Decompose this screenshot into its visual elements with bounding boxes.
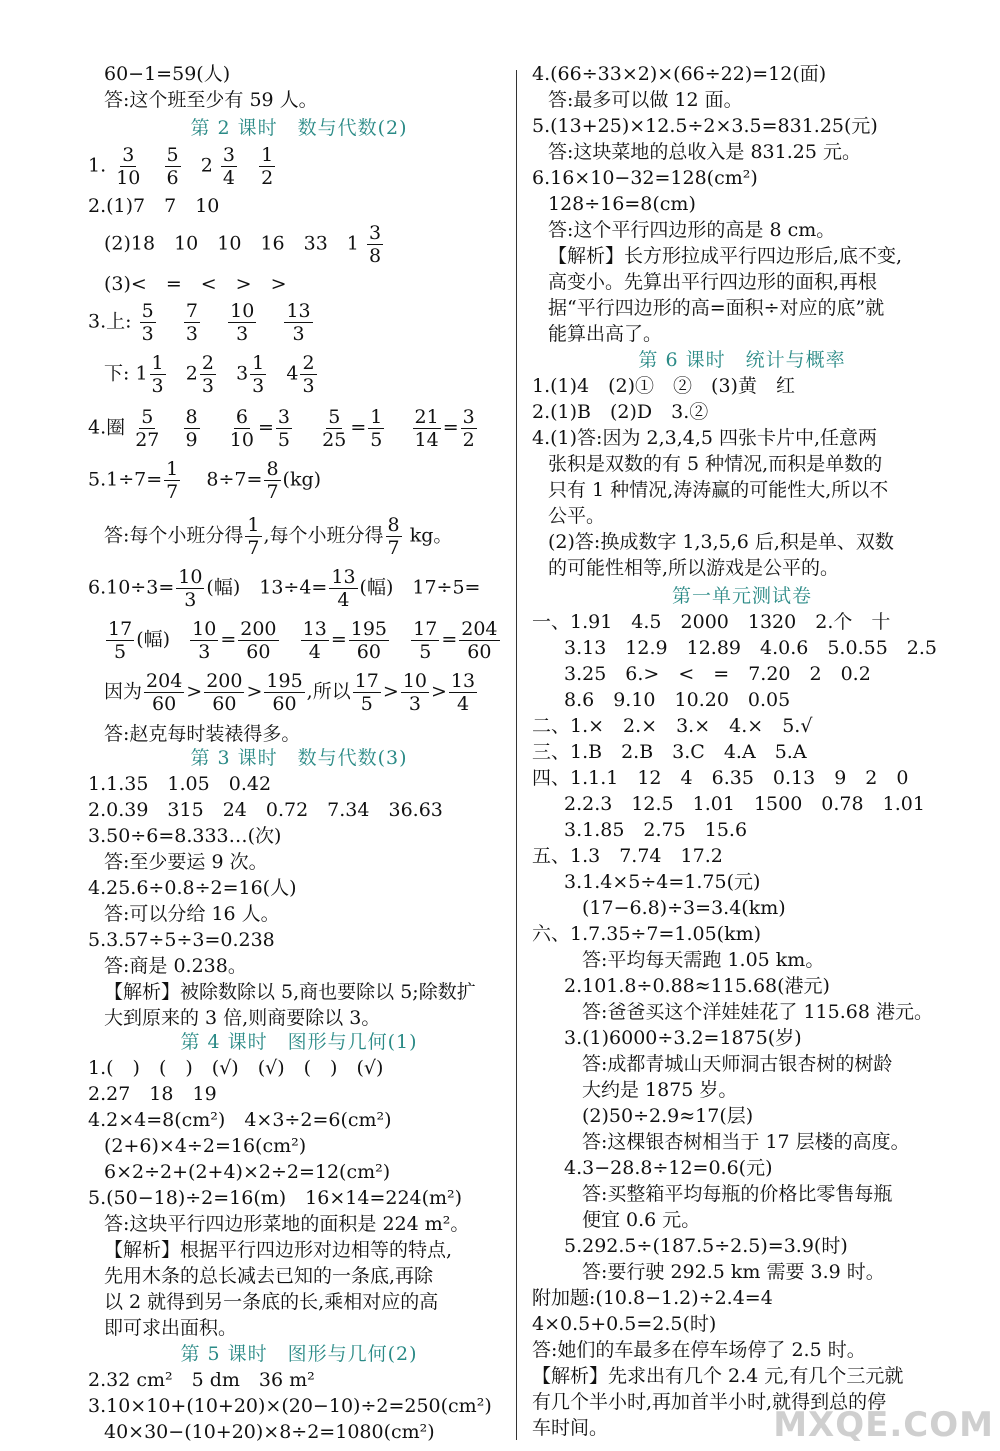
answer-line: 1.1.35 1.05 0.42 xyxy=(88,773,272,795)
answer-line: 便宜 0.6 元。 xyxy=(582,1209,701,1231)
answer-line: 答:最多可以做 12 面。 xyxy=(548,89,743,111)
answer-line: 8.6 9.10 10.20 0.05 xyxy=(564,689,791,711)
answer-line: 答:买整箱平均每瓶的价格比零售每瓶 xyxy=(582,1183,893,1205)
answer-line: 5.(50−18)÷2=16(m) 16×14=224(m²) xyxy=(88,1187,463,1209)
analysis-line: 能算出高了。 xyxy=(548,323,663,345)
fraction-line: 下: 1 $\frac{1}{3}$ 2 $\frac{2}{3}$ 3 $\frac{1}{3}$ 4 $\frac{2}{3}$ xyxy=(104,352,315,397)
analysis-line: 大到原来的 3 倍,则商要除以 3。 xyxy=(104,1007,381,1029)
fraction-line xyxy=(88,300,315,345)
answer-line: 一、1.91 4.5 2000 1320 2.个 十 xyxy=(532,611,891,633)
answer-line: 答:成都青城山天师洞古银杏树的树龄 xyxy=(582,1053,893,1075)
analysis-line: 车时间。 xyxy=(532,1417,609,1439)
section-heading: 第 2 课时 数与代数(2) xyxy=(190,117,408,139)
fraction: $\frac{3}{8}$ xyxy=(368,222,382,267)
line-text: (2)18 10 10 16 33 1 xyxy=(104,232,359,255)
fraction: $\frac{200}{60}$ xyxy=(206,670,243,715)
answer-line: 二、1.× 2.× 3.× 4.× 5.√ xyxy=(532,715,813,737)
fraction: $\frac{7}{3}$ xyxy=(185,300,198,345)
answer-line: (2+6)×4÷2=16(cm²) xyxy=(104,1135,307,1157)
fraction: $\frac{6}{10}$ xyxy=(229,406,254,451)
fraction: $\frac{3}{10}$ xyxy=(116,144,141,189)
fraction-line: $\frac{17}{5}$ (幅) $\frac{10}{3}$ = $\frac{200}{60}$ $\frac{13}{4}$ = $\frac{195}{60}$ $\frac{17}{5}$ = $\frac{204}{60}$ xyxy=(108,618,498,663)
answer-line: 答:至少要运 9 次。 xyxy=(104,851,268,873)
answer-line: 5.3.57÷5÷3=0.238 xyxy=(88,929,275,951)
answer-line: 4.3−28.8÷12=0.6(元) xyxy=(564,1157,773,1179)
fraction: $\frac{2}{3}$ xyxy=(302,352,315,397)
fraction: $\frac{204}{60}$ xyxy=(461,618,498,663)
fraction-line: 6.10÷3= $\frac{10}{3}$ (幅) 13÷4= $\frac{13}{4}$ (幅) 17÷5= xyxy=(88,566,481,611)
answer-line: 128÷16=8(cm) xyxy=(548,193,696,215)
analysis-line: 【解析】被除数除以 5,商也要除以 5;除数扩 xyxy=(104,981,476,1003)
answer-line: 3.25 6.> < = 7.20 2 0.2 xyxy=(564,663,871,685)
answer-line: 三、1.B 2.B 3.C 4.A 5.A xyxy=(532,741,807,763)
fraction: $\frac{17}{5}$ xyxy=(413,618,438,663)
answer-line: 3.1.85 2.75 15.6 xyxy=(564,819,748,841)
answer-line: 2.(1)B (2)D 3.② xyxy=(532,401,709,423)
answer-line: (2)答:换成数字 1,3,5,6 后,积是单、双数 xyxy=(548,531,894,553)
fraction-line: 4.圈 $\frac{5}{27}$ $\frac{8}{9}$ $\frac{6}{10}$ = $\frac{3}{5}$ $\frac{5}{25}$ = $\frac{1}{5}$ $\frac{21}{14}$ = $\frac{3}{2}$ xyxy=(88,406,475,451)
answer-line: 2.(1)7 7 10 xyxy=(88,195,220,217)
answer-line: (3)< = < > > xyxy=(104,273,287,295)
answer-line: 5.(13+25)×12.5÷2×3.5=831.25(元) xyxy=(532,115,878,137)
answer-line: 答:这个平行四边形的高是 8 cm。 xyxy=(548,219,836,241)
fraction: $\frac{17}{5}$ xyxy=(108,618,133,663)
answer-line: 60−1=59(人) xyxy=(104,63,231,85)
q-label: 3.上: xyxy=(88,310,132,333)
answer-line: 2.32 cm² 5 dm 36 m² xyxy=(88,1369,315,1391)
answer-line: 答:这棵银杏树相当于 17 层楼的高度。 xyxy=(582,1131,910,1153)
fraction: $\frac{8}{9}$ xyxy=(185,406,198,451)
fraction-line xyxy=(88,144,277,189)
answer-line: 2.101.8÷0.88≈115.68(港元) xyxy=(564,975,830,997)
answer-line: 只有 1 种情况,涛涛赢的可能性大,所以不 xyxy=(548,479,889,501)
q-label: 下: xyxy=(104,362,130,385)
fraction: $\frac{1}{3}$ xyxy=(252,352,265,397)
answer-line: 6×2÷2+(2+4)×2÷2=12(cm²) xyxy=(104,1161,391,1183)
fraction: $\frac{13}{3}$ xyxy=(286,300,311,345)
analysis-line: 【解析】先求出有几个 2.4 元,有几个三元就 xyxy=(532,1365,904,1387)
answer-line: (17−6.8)÷3=3.4(km) xyxy=(582,897,786,919)
answer-line: 答:这块平行四边形菜地的面积是 224 m²。 xyxy=(104,1213,470,1235)
answer-line: 1.( ) ( ) (√) (√) ( ) (√) xyxy=(88,1057,384,1079)
fraction: $\frac{17}{5}$ xyxy=(354,670,379,715)
fraction: $\frac{13}{4}$ xyxy=(302,618,327,663)
answer-line: 答:她们的车最多在停车场停了 2.5 时。 xyxy=(532,1339,866,1361)
fraction: $\frac{200}{60}$ xyxy=(240,618,277,663)
mixed-whole: 2 xyxy=(200,154,213,177)
analysis-line: 据“平行四边形的高=面积÷对应的底”就 xyxy=(548,297,885,319)
answer-line: 4.2×4=8(cm²) 4×3÷2=6(cm²) xyxy=(88,1109,392,1131)
fraction: $\frac{5}{27}$ xyxy=(135,406,160,451)
answer-line: 4.25.6÷0.8÷2=16(人) xyxy=(88,877,297,899)
answer-line: 答:爸爸买这个洋娃娃花了 115.68 港元。 xyxy=(582,1001,933,1023)
analysis-line: 【解析】长方形拉成平行四边形后,底不变, xyxy=(548,245,903,267)
answer-line: 4.(66÷33×2)×(66÷22)=12(面) xyxy=(532,63,827,85)
answer-line: 3.13 12.9 12.89 4.0.6 5.0.55 2.5 xyxy=(564,637,937,659)
analysis-line: 【解析】根据平行四边形对边相等的特点, xyxy=(104,1239,453,1261)
answer-line: 5.292.5÷(187.5÷2.5)=3.9(时) xyxy=(564,1235,848,1257)
analysis-line: 有几个半小时,再加首半小时,就得到总的停 xyxy=(532,1391,887,1413)
answer-line: 六、1.7.35÷7=1.05(km) xyxy=(532,923,762,945)
fraction: $\frac{8}{7}$ xyxy=(387,514,400,559)
fraction: $\frac{5}{6}$ xyxy=(166,144,179,189)
answer-line: 五、1.3 7.74 17.2 xyxy=(532,845,723,867)
q-label: 4.圈 xyxy=(88,416,126,439)
fraction: $\frac{204}{60}$ xyxy=(146,670,183,715)
answer-line: (2)50÷2.9≈17(层) xyxy=(582,1105,754,1127)
answer-line: 3.50÷6=8.333…(次) xyxy=(88,825,282,847)
fraction: $\frac{8}{7}$ xyxy=(266,458,279,503)
fraction: $\frac{10}{3}$ xyxy=(402,670,427,715)
fraction-line: 因为 $\frac{204}{60}$ > $\frac{200}{60}$ > $\frac{195}{60}$ ,所以 $\frac{17}{5}$ > $\frac{10}{3}$ > $\frac{13}{4}$ xyxy=(104,670,476,715)
section-heading: 第 5 课时 图形与几何(2) xyxy=(180,1343,418,1365)
answer-line: 3.10×10+(10+20)×(20−10)÷2=250(cm²) xyxy=(88,1395,492,1417)
fraction: $\frac{1}{2}$ xyxy=(261,144,274,189)
q-label: 1. xyxy=(88,154,107,177)
answer-line: 4×0.5+0.5=2.5(时) xyxy=(532,1313,717,1335)
answer-line: 答:可以分给 16 人。 xyxy=(104,903,280,925)
section-heading: 第一单元测试卷 xyxy=(671,585,812,607)
section-heading: 第 6 课时 统计与概率 xyxy=(638,349,846,371)
fraction: $\frac{3}{5}$ xyxy=(277,406,290,451)
answer-line: 四、1.1.1 12 4 6.35 0.13 9 2 0 xyxy=(532,767,909,789)
fraction: $\frac{21}{14}$ xyxy=(414,406,439,451)
answer-line: 2.27 18 19 xyxy=(88,1083,217,1105)
answer-line: 张积是双数的有 5 种情况,而积是单数的 xyxy=(548,453,883,475)
fraction-line: 5.1÷7= $\frac{1}{7}$ 8÷7= $\frac{8}{7}$ (kg) xyxy=(88,458,322,503)
fraction: $\frac{3}{4}$ xyxy=(222,144,235,189)
answer-line: 答:这个班至少有 59 人。 xyxy=(104,89,318,111)
fraction: $\frac{13}{4}$ xyxy=(450,670,476,715)
column-divider xyxy=(516,70,517,1440)
fraction: $\frac{1}{5}$ xyxy=(370,406,383,451)
analysis-line: 即可求出面积。 xyxy=(104,1317,238,1339)
analysis-line: 高变小。先算出平行四边形的面积,再根 xyxy=(548,271,878,293)
fraction: $\frac{1}{7}$ xyxy=(166,458,179,503)
section-heading: 第 3 课时 数与代数(3) xyxy=(190,747,408,769)
answer-line: 6.16×10−32=128(cm²) xyxy=(532,167,758,189)
fraction: $\frac{5}{3}$ xyxy=(141,300,154,345)
fraction: $\frac{1}{7}$ xyxy=(247,514,260,559)
answer-line: 1.(1)4 (2)① ② (3)黄 红 xyxy=(532,375,795,397)
answer-line: 答:商是 0.238。 xyxy=(104,955,247,977)
fraction: $\frac{10}{3}$ xyxy=(192,618,217,663)
answer-line: 答:平均每天需跑 1.05 km。 xyxy=(582,949,825,971)
answer-line: 2.0.39 315 24 0.72 7.34 36.63 xyxy=(88,799,443,821)
fraction: $\frac{2}{3}$ xyxy=(201,352,214,397)
fraction: $\frac{5}{25}$ xyxy=(322,406,347,451)
fraction: $\frac{10}{3}$ xyxy=(178,566,203,611)
answer-line: 附加题:(10.8−1.2)÷2.4=4 xyxy=(532,1287,773,1309)
fraction: $\frac{1}{3}$ xyxy=(151,352,164,397)
analysis-line: 先用木条的总长减去已知的一条底,再除 xyxy=(104,1265,434,1287)
fraction-line xyxy=(104,222,385,267)
fraction: $\frac{10}{3}$ xyxy=(230,300,255,345)
answer-line: 答:要行驶 292.5 km 需要 3.9 时。 xyxy=(582,1261,885,1283)
answer-line: 大约是 1875 岁。 xyxy=(582,1079,738,1101)
fraction: $\frac{195}{60}$ xyxy=(350,618,388,663)
answer-line: 答:赵克每时装裱得多。 xyxy=(104,723,301,745)
fraction: $\frac{3}{2}$ xyxy=(462,406,475,451)
answer-line: 3.1.4×5÷4=1.75(元) xyxy=(564,871,761,893)
answer-line: 的可能性相等,所以游戏是公平的。 xyxy=(548,557,840,579)
answer-line: 答:这块菜地的总收入是 831.25 元。 xyxy=(548,141,861,163)
section-heading: 第 4 课时 图形与几何(1) xyxy=(180,1031,418,1053)
answer-line: 4.(1)答:因为 2,3,4,5 四张卡片中,任意两 xyxy=(532,427,878,449)
answer-line: 2.2.3 12.5 1.01 1500 0.78 1.01 xyxy=(564,793,925,815)
answer-line: 40×30−(10+20)×8÷2=1080(cm²) xyxy=(104,1421,435,1443)
analysis-line: 以 2 就得到另一条底的长,乘相对应的高 xyxy=(104,1291,439,1313)
watermark-logo: MXQE.COM xyxy=(773,1405,994,1445)
answer-line: 3.(1)6000÷3.2=1875(岁) xyxy=(564,1027,802,1049)
fraction-line: 答:每个小班分得 $\frac{1}{7}$ ,每个小班分得 $\frac{8}{7}$ kg。 xyxy=(104,514,453,559)
fraction: $\frac{13}{4}$ xyxy=(331,566,356,611)
fraction: $\frac{195}{60}$ xyxy=(266,670,303,715)
answer-line: 公平。 xyxy=(548,505,606,527)
